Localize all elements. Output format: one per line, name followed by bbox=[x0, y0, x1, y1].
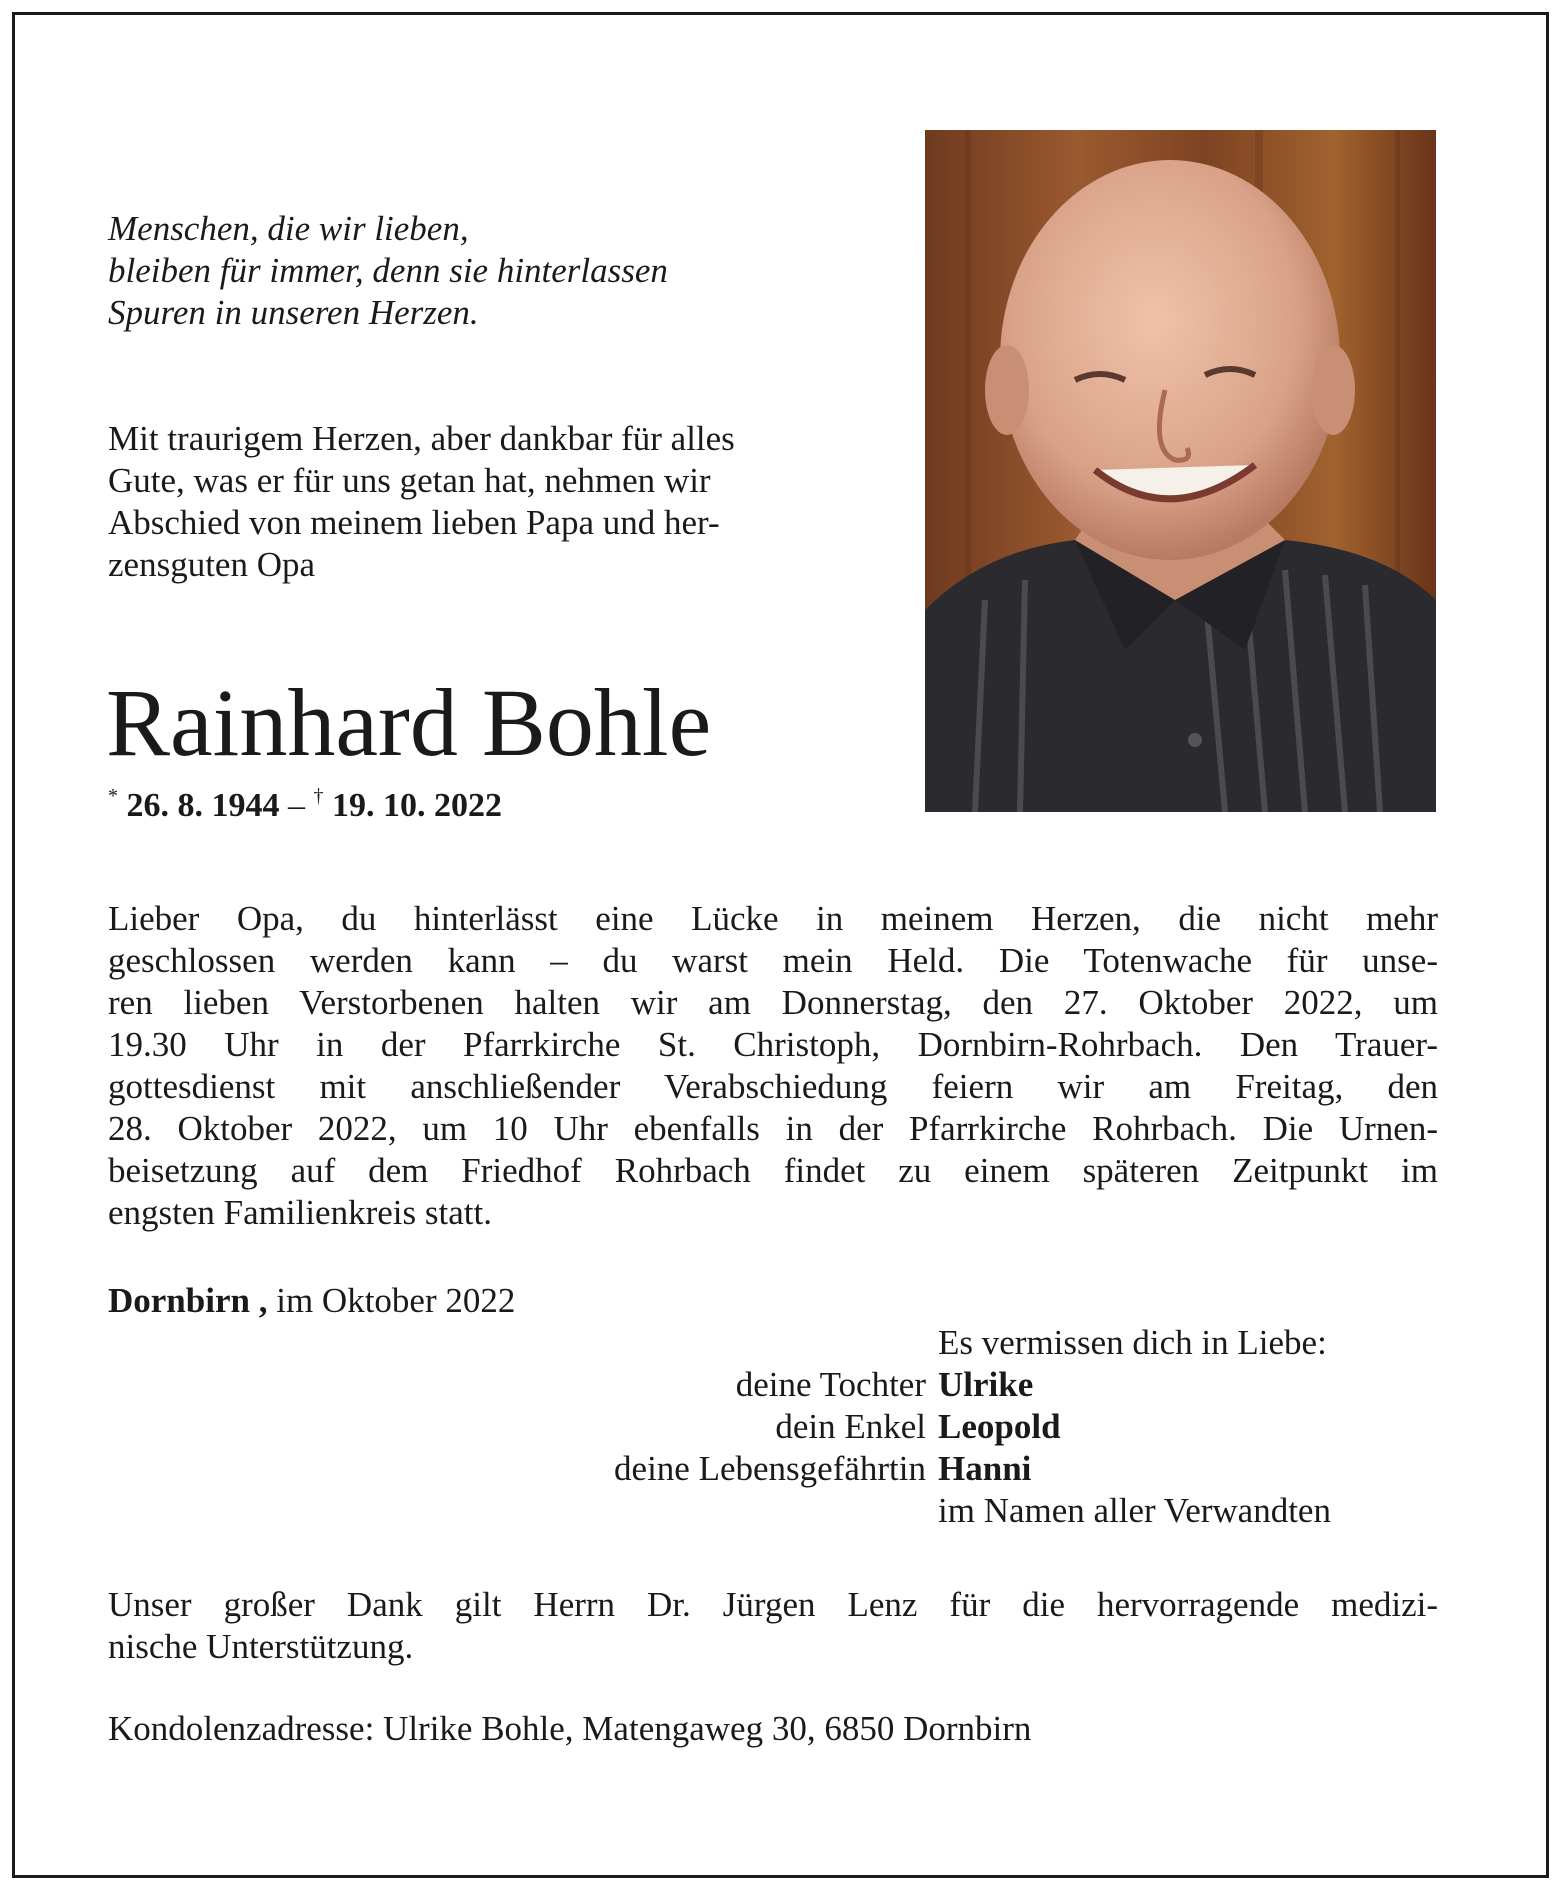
birth-date: 26. 8. 1944 bbox=[126, 787, 280, 824]
birth-symbol: * bbox=[108, 785, 118, 807]
body-line: gottesdienst mit anschließender Verabschiedung feiern wir am Freitag, den bbox=[108, 1067, 1438, 1106]
intro-line: Mit traurigem Herzen, aber dankbar für alles bbox=[108, 419, 735, 458]
motto-line: Spuren in unseren Herzen. bbox=[108, 293, 479, 332]
death-symbol: † bbox=[313, 785, 324, 807]
motto-line: bleiben für immer, denn sie hinterlassen bbox=[108, 251, 668, 290]
motto-quote bbox=[108, 208, 828, 334]
body-line: 19.30 Uhr in der Pfarrkirche St. Christoph, Dornbirn-Rohrbach. Den Trauer- bbox=[108, 1025, 1438, 1064]
announcement-text bbox=[108, 898, 1438, 1234]
mourner-relation: deine Lebensgefährtin bbox=[614, 1449, 926, 1488]
place-date: im Oktober 2022 bbox=[267, 1281, 516, 1320]
mourner-name: Hanni bbox=[938, 1449, 1032, 1488]
intro-line: Abschied von meinem lieben Papa und her- bbox=[108, 503, 720, 542]
motto-line: Menschen, die wir lieben, bbox=[108, 209, 469, 248]
body-line: engsten Familienkreis statt. bbox=[108, 1193, 492, 1232]
portrait-illustration bbox=[925, 130, 1436, 812]
deceased-name: Rainhard Bohle bbox=[106, 669, 712, 776]
intro-text bbox=[108, 418, 878, 586]
thanks-text bbox=[108, 1584, 1438, 1668]
mourner-relation: dein Enkel bbox=[775, 1407, 926, 1446]
mourners-heading: Es vermissen dich in Liebe: bbox=[938, 1323, 1327, 1362]
mourner-row bbox=[108, 1364, 1438, 1406]
death-date: 19. 10. 2022 bbox=[332, 787, 502, 824]
body-line: beisetzung auf dem Friedhof Rohrbach findet zu einem späteren Zeitpunkt im bbox=[108, 1151, 1438, 1190]
mourners-block bbox=[108, 1322, 1438, 1532]
mourner-relation: deine Tochter bbox=[735, 1365, 926, 1404]
mourner-name: Ulrike bbox=[938, 1365, 1034, 1404]
mourners-heading-row bbox=[108, 1322, 1438, 1364]
place-city: Dornbirn , bbox=[108, 1281, 268, 1320]
portrait-photo bbox=[925, 130, 1436, 812]
intro-line: Gute, was er für uns getan hat, nehmen wir bbox=[108, 461, 711, 500]
body-line: ren lieben Verstorbenen halten wir am Donnerstag, den 27. Oktober 2022, um bbox=[108, 983, 1438, 1022]
mourner-name: Leopold bbox=[938, 1407, 1061, 1446]
condolence-address: Kondolenzadresse: Ulrike Bohle, Matengaweg 30, 6850 Dornbirn bbox=[108, 1709, 1032, 1748]
mourner-row bbox=[108, 1448, 1438, 1490]
thanks-line: nische Unterstützung. bbox=[108, 1627, 414, 1666]
body-line: 28. Oktober 2022, um 10 Uhr ebenfalls in der Pfarrkirche Rohrbach. Die Urnen- bbox=[108, 1109, 1438, 1148]
mourner-row bbox=[108, 1406, 1438, 1448]
thanks-line: Unser großer Dank gilt Herrn Dr. Jürgen Lenz für die hervorragende medizi- bbox=[108, 1585, 1438, 1624]
life-dates bbox=[108, 776, 502, 826]
mourners-closing: im Namen aller Verwandten bbox=[938, 1491, 1331, 1530]
date-dash: – bbox=[288, 787, 305, 824]
mourners-closing-row bbox=[108, 1490, 1438, 1532]
intro-line: zensguten Opa bbox=[108, 545, 316, 584]
place-and-date bbox=[108, 1280, 515, 1322]
body-line: geschlossen werden kann – du warst mein Held. Die Totenwache für unse- bbox=[108, 941, 1438, 980]
body-line: Lieber Opa, du hinterlässt eine Lücke in meinem Herzen, die nicht mehr bbox=[108, 899, 1438, 938]
